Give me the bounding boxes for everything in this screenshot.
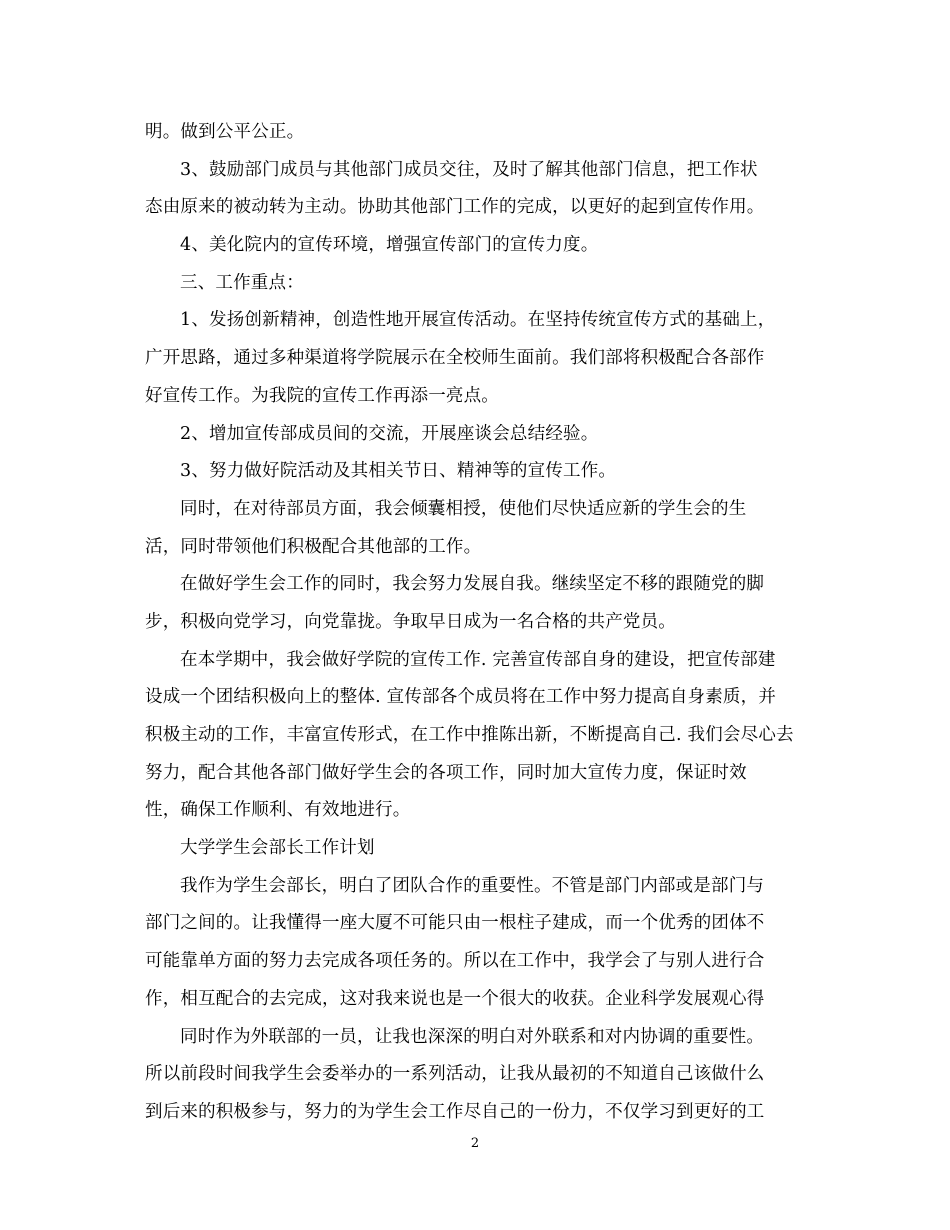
text-line: 大学学生会部长工作计划 — [180, 838, 375, 859]
text-line: 积极主动的工作，丰富宣传形式，在工作中推陈出新，不断提高自己. 我们会尽心去 — [145, 725, 794, 745]
text-line: 4、美化院内的宣传环境，增强宣传部门的宣传力度。 — [180, 235, 599, 256]
text-line: 作，相互配合的去完成，这对我来说也是一个很大的收获。企业科学发展观心得 — [145, 988, 765, 1009]
text-line: 步，积极向党学习，向党靠拢。争取早日成为一名合格的共产党员。 — [145, 611, 676, 632]
text-line: 同时，在对待部员方面，我会倾囊相授，使他们尽快适应新的学生会的生 — [180, 498, 747, 519]
text-line: 到后来的积极参与，努力的为学生会工作尽自己的一份力，不仅学习到更好的工 — [145, 1101, 765, 1122]
text-line: 同时作为外联部的一员，让我也深深的明白对外联系和对内协调的重要性。 — [180, 1026, 765, 1047]
text-line: 广开思路，通过多种渠道将学院展示在全校师生面前。我们部将积极配合各部作 — [145, 348, 765, 369]
text-line: 2、增加宣传部成员间的交流，开展座谈会总结经验。 — [180, 423, 599, 444]
text-line: 好宣传工作。为我院的宣传工作再添一亮点。 — [145, 385, 499, 406]
text-line: 3、鼓励部门成员与其他部门成员交往，及时了解其他部门信息，把工作状 — [180, 159, 758, 180]
document-body — [145, 114, 805, 1132]
text-line: 活，同时带领他们积极配合其他部的工作。 — [145, 536, 482, 557]
text-line: 可能靠单方面的努力去完成各项任务的。所以在工作中，我学会了与别人进行合 — [145, 951, 765, 972]
text-line: 我作为学生会部长，明白了团队合作的重要性。不管是部门内部或是部门与 — [180, 875, 765, 896]
text-line: 在本学期中，我会做好学院的宣传工作. 完善宣传部自身的建设，把宣传部建 — [180, 649, 776, 670]
text-line: 明。做到公平公正。 — [145, 122, 305, 142]
text-line: 努力，配合其他各部门做好学生会的各项工作，同时加大宣传力度，保证时效 — [145, 762, 747, 783]
page-number: 2 — [470, 1136, 480, 1151]
text-line: 态由原来的被动转为主动。协助其他部门工作的完成，以更好的起到宣传作用。 — [145, 197, 765, 218]
text-line: 在做好学生会工作的同时，我会努力发展自我。继续坚定不移的跟随党的脚 — [180, 574, 765, 595]
text-line: 设成一个团结积极向上的整体. 宣传部各个成员将在工作中努力提高自身素质，并 — [145, 687, 777, 708]
text-line: 3、努力做好院活动及其相关节日、精神等的宣传工作。 — [180, 461, 617, 482]
text-line: 部门之间的。让我懂得一座大厦不可能只由一根柱子建成，而一个优秀的团体不 — [145, 913, 765, 934]
text-line: 三、工作重点： — [180, 272, 304, 293]
text-line: 所以前段时间我学生会委举办的一系列活动，让我从最初的不知道自己该做什么 — [145, 1064, 765, 1085]
text-line: 1、发扬创新精神，创造性地开展宣传活动。在坚持传统宣传方式的基础上， — [180, 310, 776, 331]
text-line: 性，确保工作顺利、有效地进行。 — [145, 800, 411, 821]
